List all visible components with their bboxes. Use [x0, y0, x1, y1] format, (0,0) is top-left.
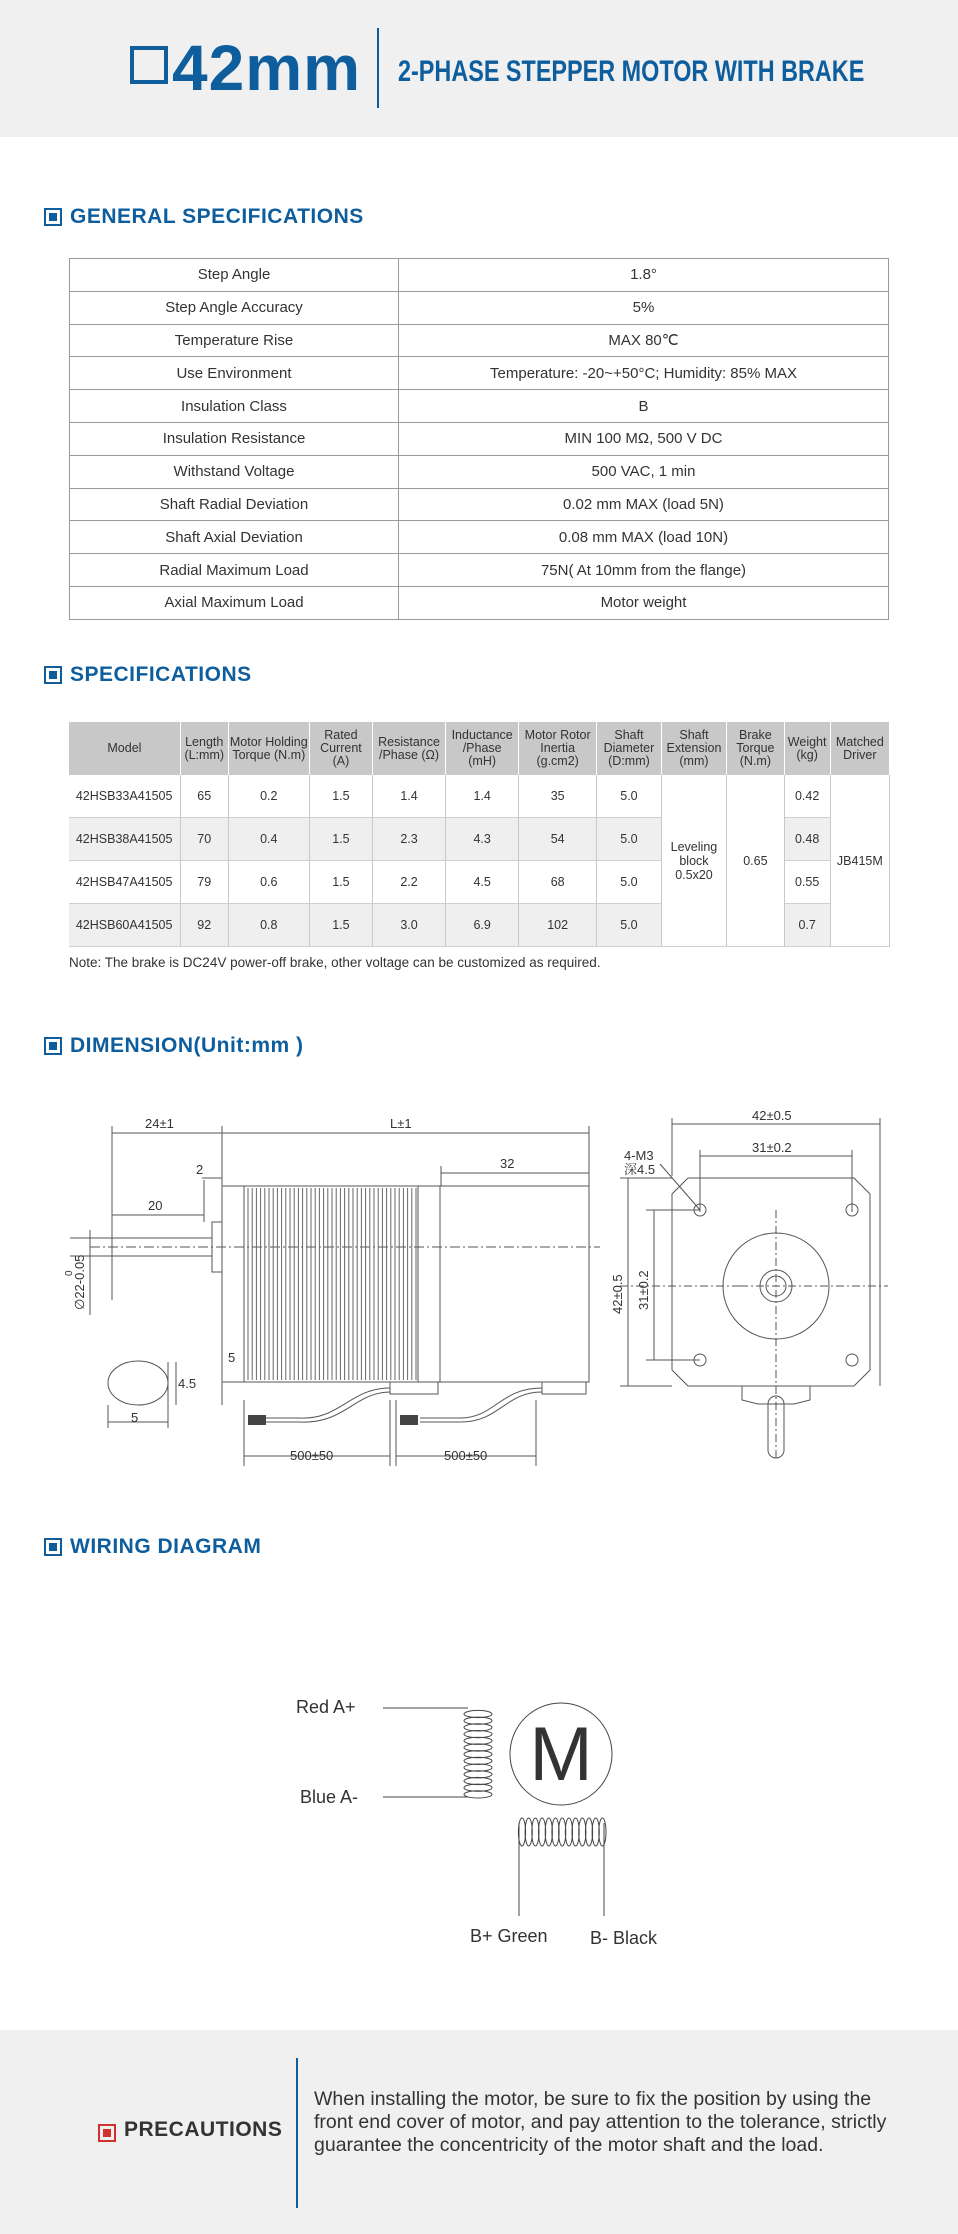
page-title: 2-PHASE STEPPER MOTOR WITH BRAKE — [398, 55, 865, 88]
spec-key: Shaft Radial Deviation — [70, 488, 399, 521]
table-cell: 6.9 — [446, 904, 519, 947]
spec-row — [70, 488, 889, 521]
precautions-text: When installing the motor, be sure to fix the position by using the front end cover of motor, and pay attention to the tolerance, strictly guarantee the concentricity of the motor shaft and the load. — [314, 2088, 887, 2156]
dim-holes: 4-M3 — [624, 1148, 654, 1163]
spec-key: Withstand Voltage — [70, 455, 399, 488]
table-cell: 4.5 — [446, 861, 519, 904]
table-cell: 5.0 — [597, 818, 662, 861]
general-spec-table — [69, 258, 889, 620]
warning-square-icon — [98, 2124, 116, 2142]
column-header: Motor Rotor Inertia (g.cm2) — [519, 722, 597, 775]
table-cell: 0.7 — [784, 904, 830, 947]
column-header: Shaft Diameter (D:mm) — [597, 722, 662, 775]
precautions-panel — [0, 2030, 958, 2234]
table-cell: 42HSB33A41505 — [69, 775, 181, 818]
spec-row — [70, 259, 889, 292]
section-title: GENERAL SPECIFICATIONS — [70, 205, 364, 228]
column-header: Resistance /Phase (Ω) — [372, 722, 445, 775]
spec-value: 0.08 mm MAX (load 10N) — [399, 521, 889, 554]
dim-depth: 深4.5 — [624, 1162, 656, 1177]
spec-key: Step Angle Accuracy — [70, 291, 399, 324]
spec-note: Note: The brake is DC24V power-off brake, other voltage can be customized as required. — [69, 955, 601, 970]
table-cell: 1.4 — [446, 775, 519, 818]
spec-table — [68, 722, 890, 947]
spec-value: B — [399, 390, 889, 423]
table-cell: 0.2 — [228, 775, 309, 818]
matched-driver-cell: JB415M — [830, 775, 889, 947]
table-cell: 79 — [180, 861, 228, 904]
dim-4-5: 4.5 — [178, 1376, 197, 1391]
table-cell: 5.0 — [597, 904, 662, 947]
table-cell: 102 — [519, 904, 597, 947]
column-header: Motor Holding Torque (N.m) — [228, 722, 309, 775]
precautions-title: PRECAUTIONS — [124, 2118, 283, 2141]
table-cell: 35 — [519, 775, 597, 818]
table-cell: 1.5 — [309, 861, 372, 904]
dim-shaft: ∅22-0.05 — [72, 1254, 87, 1310]
table-cell: 1.5 — [309, 775, 372, 818]
column-header: Model — [69, 722, 181, 775]
column-header: Inductance /Phase (mH) — [446, 722, 519, 775]
table-cell: 0.6 — [228, 861, 309, 904]
spec-row — [70, 291, 889, 324]
shaft-extension-cell: Leveling block 0.5x20 — [661, 775, 726, 947]
table-cell: 1.5 — [309, 904, 372, 947]
table-cell: 68 — [519, 861, 597, 904]
wire-red-label: Red A+ — [296, 1697, 356, 1717]
spec-key: Temperature Rise — [70, 324, 399, 357]
table-cell: 0.4 — [228, 818, 309, 861]
dim-500a: 500±50 — [290, 1448, 334, 1463]
dim-5b: 5 — [228, 1350, 236, 1365]
table-cell: 0.42 — [784, 775, 830, 818]
table-cell: 0.55 — [784, 861, 830, 904]
wire-black-label: B- Black — [590, 1928, 658, 1948]
spec-row — [70, 357, 889, 390]
general-spec-heading — [44, 202, 364, 232]
table-cell: 3.0 — [372, 904, 445, 947]
table-cell: 2.3 — [372, 818, 445, 861]
spec-value: 500 VAC, 1 min — [399, 455, 889, 488]
table-cell: 70 — [180, 818, 228, 861]
spec-value: MAX 80℃ — [399, 324, 889, 357]
motor-symbol: M — [529, 1712, 593, 1797]
column-header: Weight (kg) — [784, 722, 830, 775]
spec-value: 75N( At 10mm from the flange) — [399, 554, 889, 587]
column-header: Shaft Extension (mm) — [661, 722, 726, 775]
section-square-icon — [44, 1037, 62, 1055]
dim-500b: 500±50 — [444, 1448, 488, 1463]
wire-green-label: B+ Green — [470, 1926, 548, 1946]
table-cell: 2.2 — [372, 861, 445, 904]
dimension-drawing — [0, 1100, 958, 1490]
wire-blue-label: Blue A- — [300, 1787, 359, 1807]
table-cell: 42HSB38A41505 — [69, 818, 181, 861]
column-header: Matched Driver — [830, 722, 889, 775]
dim-20: 20 — [148, 1198, 163, 1213]
dim-42-h: 42±0.5 — [610, 1274, 625, 1314]
column-header: Brake Torque (N.m) — [727, 722, 784, 775]
spec-key: Insulation Resistance — [70, 422, 399, 455]
section-square-icon — [44, 1538, 62, 1556]
dim-l: L±1 — [390, 1116, 412, 1131]
dim-31-h: 31±0.2 — [636, 1270, 651, 1310]
spec-value: 1.8° — [399, 259, 889, 292]
spec-key: Step Angle — [70, 259, 399, 292]
spec-row — [70, 521, 889, 554]
section-title: WIRING DIAGRAM — [70, 1535, 262, 1558]
table-cell: 92 — [180, 904, 228, 947]
table-cell: 42HSB60A41505 — [69, 904, 181, 947]
section-title: SPECIFICATIONS — [70, 663, 252, 686]
table-cell: 1.4 — [372, 775, 445, 818]
dim-31-w: 31±0.2 — [752, 1140, 792, 1155]
section-square-icon — [44, 666, 62, 684]
spec-row — [70, 586, 889, 619]
table-cell: 0.8 — [228, 904, 309, 947]
dim-42-w: 42±0.5 — [752, 1108, 792, 1123]
dim-32: 32 — [500, 1156, 515, 1171]
section-square-icon — [44, 208, 62, 226]
spec-key: Shaft Axial Deviation — [70, 521, 399, 554]
spec-row — [70, 390, 889, 423]
spec-value: Motor weight — [399, 586, 889, 619]
spec-key: Radial Maximum Load — [70, 554, 399, 587]
spec-value: 0.02 mm MAX (load 5N) — [399, 488, 889, 521]
dim-5a: 5 — [131, 1410, 139, 1425]
dim-2: 2 — [196, 1162, 204, 1177]
dimension-heading — [44, 1031, 304, 1061]
spec-row — [70, 455, 889, 488]
spec-row — [70, 422, 889, 455]
spec-value: Temperature: -20~+50°C; Humidity: 85% MAX — [399, 357, 889, 390]
wiring-diagram — [0, 1640, 958, 1970]
spec-value: MIN 100 MΩ, 500 V DC — [399, 422, 889, 455]
table-cell: 5.0 — [597, 775, 662, 818]
dim-shaft-top: 0 — [64, 1270, 75, 1276]
spec-key: Insulation Class — [70, 390, 399, 423]
spec-row — [70, 554, 889, 587]
column-header: Rated Current (A) — [309, 722, 372, 775]
square-icon — [130, 46, 168, 84]
motor-size: 42mm — [172, 32, 361, 104]
spec-value: 5% — [399, 291, 889, 324]
spec-heading — [44, 660, 252, 690]
table-cell: 42HSB47A41505 — [69, 861, 181, 904]
wiring-heading — [44, 1532, 261, 1562]
spec-key: Use Environment — [70, 357, 399, 390]
page-header — [0, 0, 958, 137]
table-row — [69, 775, 890, 818]
brake-torque-cell: 0.65 — [727, 775, 784, 947]
table-cell: 5.0 — [597, 861, 662, 904]
header-divider — [377, 28, 379, 108]
precautions-divider — [296, 2058, 298, 2208]
table-cell: 54 — [519, 818, 597, 861]
dim-24: 24±1 — [145, 1116, 174, 1131]
table-cell: 1.5 — [309, 818, 372, 861]
table-cell: 4.3 — [446, 818, 519, 861]
table-cell: 65 — [180, 775, 228, 818]
column-header: Length (L:mm) — [180, 722, 228, 775]
section-title: DIMENSION(Unit:mm ) — [70, 1034, 304, 1057]
spec-key: Axial Maximum Load — [70, 586, 399, 619]
spec-row — [70, 324, 889, 357]
table-cell: 0.48 — [784, 818, 830, 861]
